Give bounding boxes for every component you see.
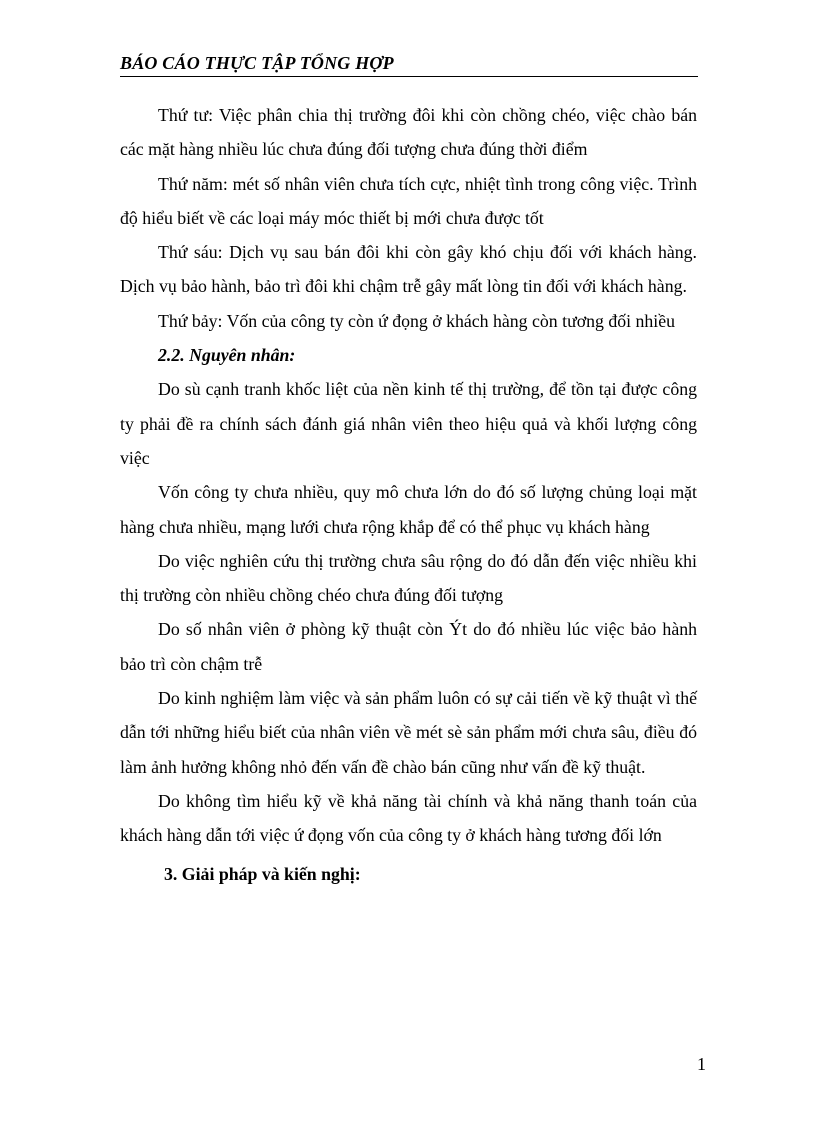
paragraph-cause-5: Do kinh nghiệm làm việc và sản phẩm luôn có sự cải tiến về kỹ thuật vì thế dẫn tới những hiểu biết của nhân viên về mét sè sản phẩm mới chưa sâu, điều đó làm ảnh hưởng không nhỏ đến vấn đề chào bán cũng như vấn đề kỹ thuật. — [120, 688, 697, 777]
paragraph-thu-bay: Thứ bảy: Vốn của công ty còn ứ đọng ở khách hàng còn tương đối nhiều — [158, 310, 676, 331]
paragraph-thu-tu: Thứ tư: Việc phân chia thị trường đôi khi còn chồng chéo, việc chào bán các mặt hàng nhiều lúc chưa đúng đối tượng chưa đúng thời điểm — [120, 105, 697, 160]
document-body — [120, 98, 697, 891]
section-heading-giai-phap: 3. Giải pháp và kiến nghị: — [164, 863, 361, 884]
page-header — [120, 50, 698, 77]
section-heading-nguyen-nhan: 2.2. Nguyên nhân: — [158, 345, 296, 366]
paragraph-cause-4: Do số nhân viên ở phòng kỹ thuật còn Ýt do đó nhiều lúc việc bảo hành bảo trì còn chậm trễ — [120, 619, 697, 674]
paragraph-cause-6: Do không tìm hiểu kỹ về khả năng tài chính và khả năng thanh toán của khách hàng dẫn tới việc ứ đọng vốn của công ty ở khách hàng tương đối lớn — [120, 790, 697, 846]
paragraph-thu-sau: Thứ sáu: Dịch vụ sau bán đôi khi còn gây khó chịu đối với khách hàng. Dịch vụ bảo hành, bảo trì đôi khi chậm trễ gây mất lòng tin đối với khách hàng. — [120, 242, 697, 297]
paragraph-cause-2: Vốn công ty chưa nhiều, quy mô chưa lớn do đó số lượng chủng loại mặt hàng chưa nhiều, mạng lưới chưa rộng khắp để có thể phục vụ khách hàng — [120, 482, 697, 537]
paragraph-cause-1: Do sù cạnh tranh khốc liệt của nền kinh tế thị trường, để tồn tại được công ty phải đề ra chính sách đánh giá nhân viên theo hiệu quả và khối lượng công việc — [120, 379, 697, 468]
paragraph-thu-nam: Thứ năm: mét số nhân viên chưa tích cực, nhiệt tình trong công việc. Trình độ hiểu biết về các loại máy móc thiết bị mới chưa được tốt — [120, 173, 697, 228]
report-title: BÁO CÁO THỰC TẬP TỔNG HỢP — [120, 53, 394, 73]
paragraph-cause-3: Do việc nghiên cứu thị trường chưa sâu rộng do đó dẫn đến việc nhiều khi thị trường còn nhiều chồng chéo chưa đúng đối tượng — [120, 550, 697, 606]
page-number: 1 — [697, 1054, 706, 1074]
